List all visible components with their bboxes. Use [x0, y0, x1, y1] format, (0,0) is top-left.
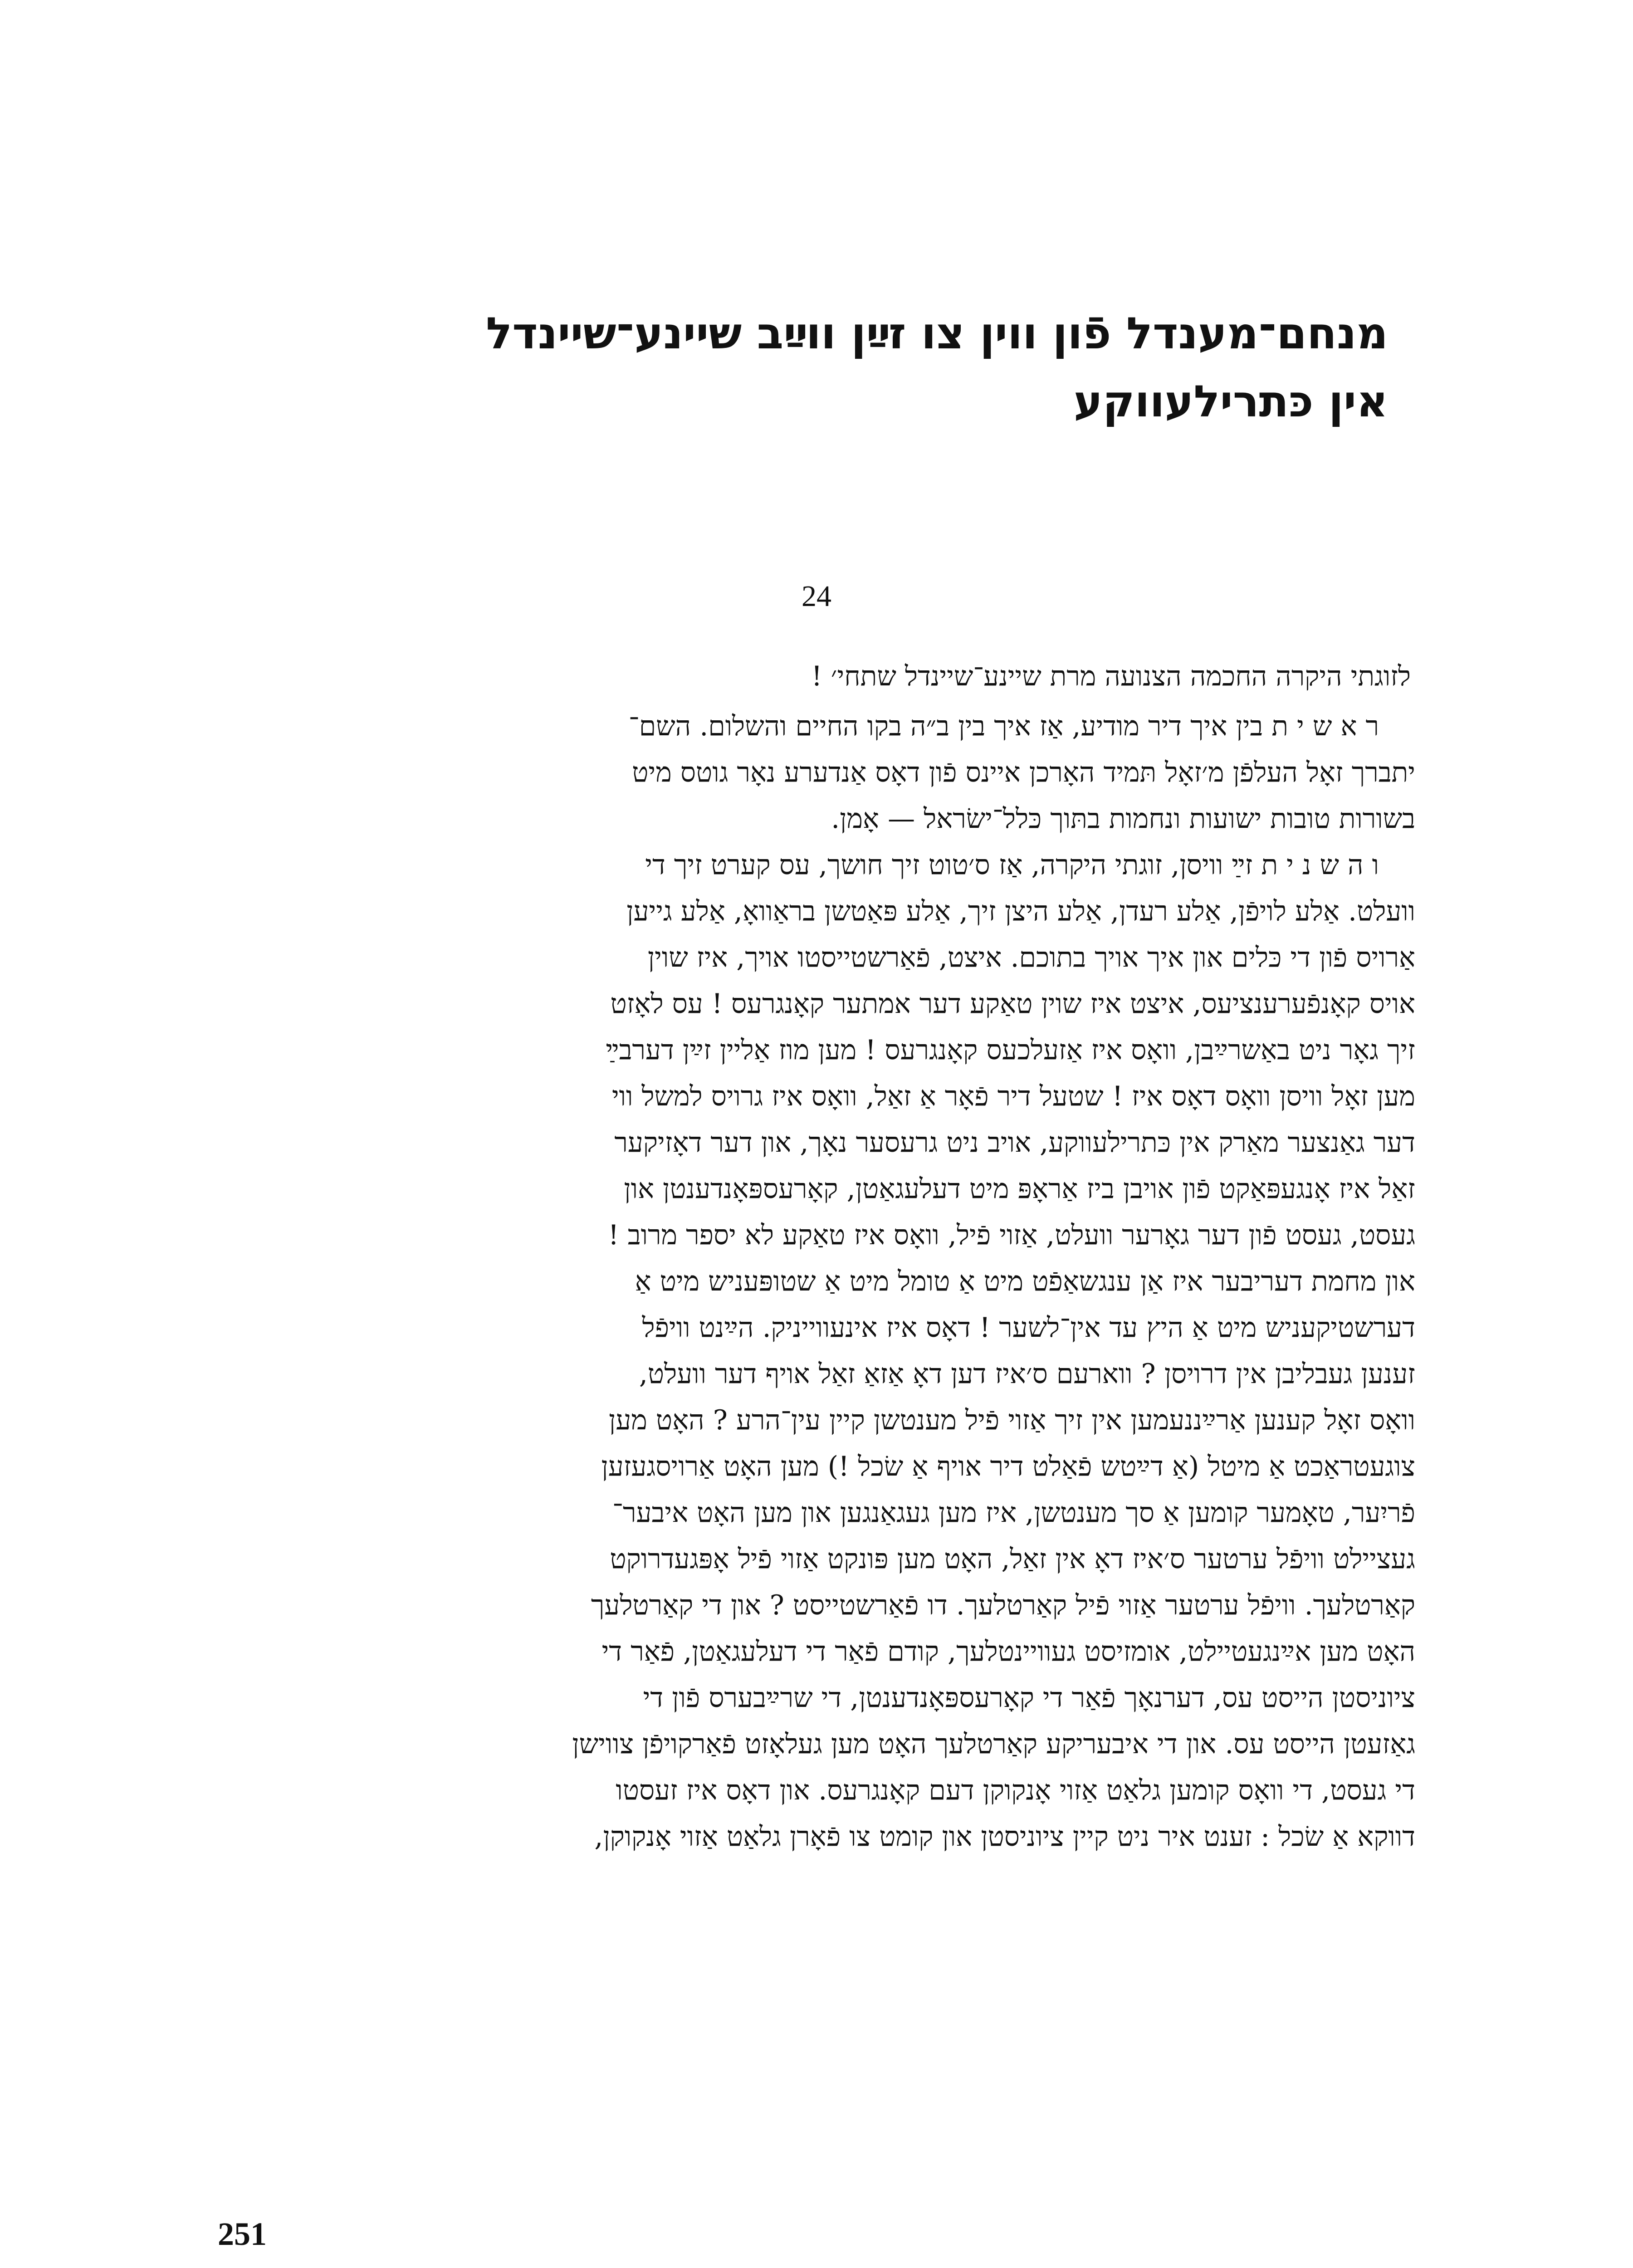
paragraph-2-line: און מחמת דעריבער איז אַן ענגשאַפֿט מיט אַ טומל מיט אַ שטופּעניש מיט אַ	[635, 1266, 1415, 1297]
paragraph-2-line: קאַרטלעך. וויפֿל ערטער אַזוי פֿיל קאַרטלעך. דו פֿאַרשטייסט ? און די קאַרטלעך	[591, 1589, 1415, 1621]
paragraph-2-line: פֿריִער, טאָמער קומען אַ סך מענטשן, איז מען געגאַנגען און מען האָט איבער־	[612, 1497, 1415, 1529]
paragraph-2-line: וועלט. אַלע לויפֿן, אַלע רעדן, אַלע היצן זיך, אַלע פּאַטשן בראַוואָ, אַלע גייען	[626, 895, 1415, 927]
paragraph-2-line: ציוניסטן הייסט עס, דערנאָך פֿאַר די קאָרעספּאָנדענטן, די שרײַבערס פֿון די	[643, 1682, 1415, 1714]
paragraph-2-line: אויס קאָנפֿערענציעס, איצט איז שוין טאַקע דער אמתער קאָנגרעס ! עס לאָזט	[610, 988, 1415, 1020]
salutation: לזוגתי היקרה החכמה הצנועה מרת שיינע־שיינדל שתחי׳ !	[811, 660, 1411, 692]
paragraph-2-line: געסט, געסט פֿון דער גאָרער וועלט, אַזוי פֿיל, וואָס איז טאַקע לא יספר מרוב !	[608, 1219, 1415, 1251]
paragraph-1-line: יתברך זאָל העלפֿן מ׳זאָל תּמיד האָרכן איינס פֿון דאָס אַנדערע נאָר גוטס מיט	[632, 757, 1415, 788]
paragraph-2-line: זאַל איז אָנגעפּאַקט פֿון אויבן ביז אַראָפּ מיט דעלעגאַטן, קאָרעספּאָנדענטן און	[624, 1173, 1415, 1205]
letter-body	[218, 653, 1415, 1860]
paragraph-2-line: וואָס זאָל קענען אַרײַננעמען אין זיך אַזוי פֿיל מענטשן קיין עין־הרע ? האָט מען	[609, 1404, 1415, 1436]
paragraph-1-line: בשורות טובות ישועות ונחמות בתּוך כּלל־ישׂראל — אָמן.	[831, 803, 1415, 835]
paragraph-2-line: זיך גאָר ניט באַשרײַבן, וואָס איז אַזעלכעס קאָנגרעס ! מען מוז אַליין זײַן דערבײַ	[606, 1034, 1415, 1066]
page-number: 251	[218, 2216, 267, 2252]
paragraph-2-line: דער גאַנצער מאַרק אין כּתרילעווקע, אויב ניט גרעסער נאָך, און דער דאָזיקער	[614, 1127, 1415, 1158]
paragraph-2-line: די געסט, די וואָס קומען גלאַט אַזוי אָנקוקן דעם קאָנגרעס. און דאָס איז זעסטו	[616, 1774, 1415, 1806]
paragraph-2-line: גאַזעטן הייסט עס. און די איבעריקע קאַרטלעך האָט מען געלאָזט פֿאַרקויפֿן צווישן	[572, 1728, 1415, 1760]
paragraph-2-line: דווקא אַ שׂכל : זענט איר ניט קיין ציוניסטן און קומט צו פֿאָרן גלאַט אַזוי אָנקוקן,	[594, 1821, 1415, 1853]
chapter-title	[408, 299, 1388, 435]
paragraph-2-line: האָט מען אײַנגעטיילט, אומזיסט געוויינטלעך, קודם פֿאַר די דעלעגאַטן, פֿאַר די	[601, 1636, 1415, 1667]
paragraph-2-line: זענען געבליבן אין דרויסן ? ווארעם ס׳איז דען דאָ אַזאַ זאַל אויף דער וועלט,	[639, 1358, 1415, 1390]
paragraph-2-line: צוגעטראַכט אַ מיטל (אַ דײַטש פֿאַלט דיר אויף אַ שׂכל !) מען האָט אַרויסגעזען	[601, 1451, 1415, 1482]
paragraph-2-line: דערשטיקעניש מיט אַ היץ עד אין־לשער ! דאָס איז אינעווייניק. הײַנט וויפֿל	[642, 1312, 1415, 1344]
letter-number: 24	[802, 580, 831, 613]
paragraph-2-line: מען זאָל וויסן וואָס דאָס איז ! שטעל דיר פֿאָר אַ זאַל, וואָס איז גרויס למשל ווי	[611, 1080, 1415, 1112]
paragraph-2-line: ו ה ש נ י ת זײַ וויסן, זוגתי היקרה, אַז ס׳טוט זיך חושך, עס קערט זיך די	[645, 849, 1379, 881]
paragraph-2-line: געציילט וויפֿל ערטער ס׳איז דאָ אין זאַל, האָט מען פּונקט אַזוי פֿיל אָפּגעדרוקט	[610, 1543, 1415, 1575]
paragraph-2-line: אַרויס פֿון די כּלים און איך אויך בתוכם. איצט, פֿאַרשטייסטו אויך, איז שוין	[647, 942, 1415, 973]
chapter-title-line-2: אין כּתרילעווקע	[1073, 376, 1388, 427]
paragraph-1-line: ר א ש י ת בין איך דיר מודיע, אַז איך בין ב״ה בקו החיים והשלום. השם־	[628, 710, 1379, 742]
chapter-title-line-1: מנחם־מענדל פֿון ווין צו זײַן ווײַב שיינע־שיינדל	[486, 308, 1388, 359]
